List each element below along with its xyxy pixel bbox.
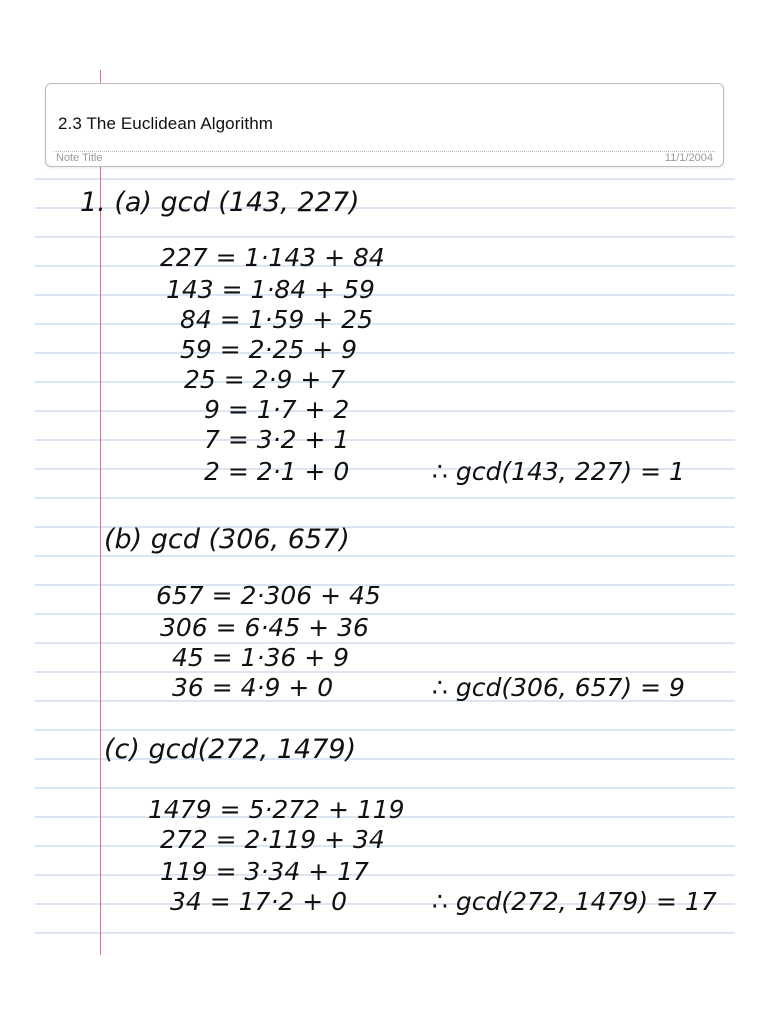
problem-b-step: 45 = 1·36 + 9 [172,643,350,672]
note-title[interactable]: 2.3 The Euclidean Algorithm [58,114,274,133]
problem-b-step: 657 = 2·306 + 45 [156,581,381,610]
problem-a-conclusion: ∴ gcd(143, 227) = 1 [432,457,685,486]
problem-c-step: 34 = 17·2 + 0 [170,887,348,916]
problem-a-step: 2 = 2·1 + 0 [204,457,350,486]
problem-b-heading: (b) gcd (306, 657) [104,524,350,555]
problem-a-step: 9 = 1·7 + 2 [204,395,350,424]
problem-a-step: 84 = 1·59 + 25 [180,305,373,334]
problem-c-conclusion: ∴ gcd(272, 1479) = 17 [432,887,717,916]
problem-c-heading: (c) gcd(272, 1479) [104,734,357,765]
problem-c-step: 119 = 3·34 + 17 [160,857,369,886]
problem-a-step: 143 = 1·84 + 59 [166,275,375,304]
problem-a-step: 59 = 2·25 + 9 [180,335,358,364]
problem-a-step: 227 = 1·143 + 84 [160,243,385,272]
problem-c-step: 272 = 2·119 + 34 [160,825,385,854]
problem-b-step: 36 = 4·9 + 0 [172,673,334,702]
problem-a-step: 7 = 3·2 + 1 [204,425,350,454]
note-date: 11/1/2004 [664,152,713,164]
note-title-label: Note Title [56,152,103,164]
problem-c-step: 1479 = 5·272 + 119 [148,795,405,824]
problem-a-step: 25 = 2·9 + 7 [184,365,346,394]
problem-b-conclusion: ∴ gcd(306, 657) = 9 [432,673,685,702]
problem-b-step: 306 = 6·45 + 36 [160,613,369,642]
problem-a-heading: 1. (a) gcd (143, 227) [80,187,360,218]
